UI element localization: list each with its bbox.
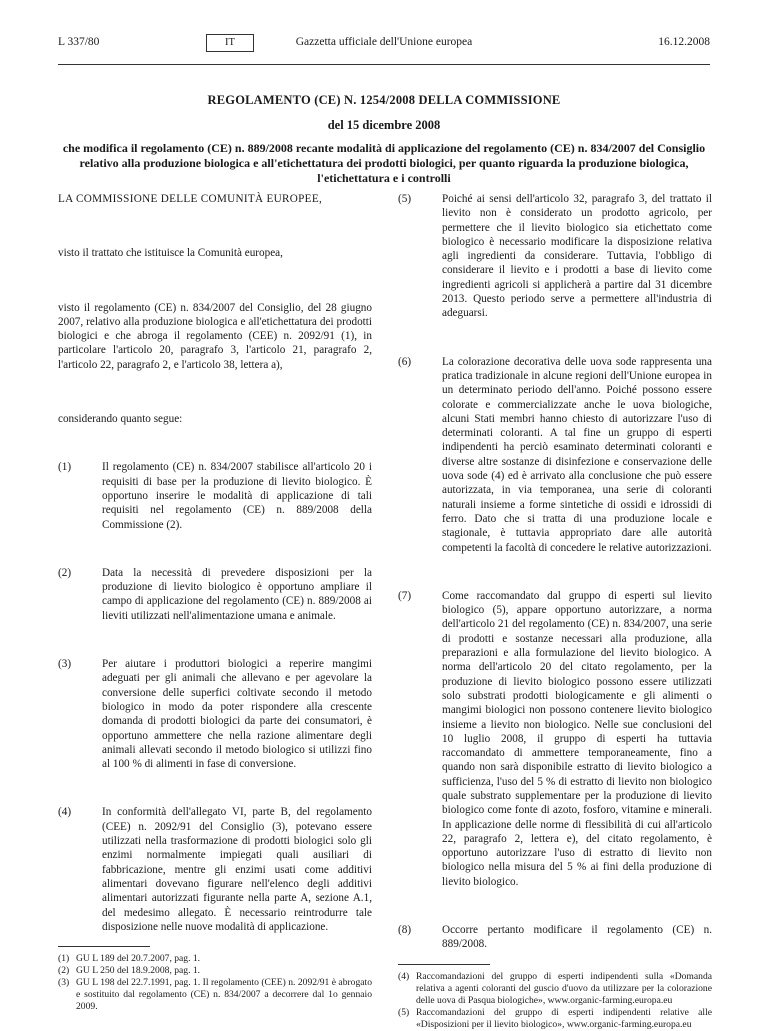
recital-text: In conformità dell'allegato VI, parte B, del regolamento (CEE) n. 2092/91 del Consiglio (3), potevano essere utilizzati nella trasformazione di prodotti biologici solo gli enzimi normalmente impiegati quali ausiliari di fabbricazione, mentre gli enzimi usati come additivi alimentari dovevano figurare nell'elenco degli additivi alimentari autorizzati figurante nella parte A, sezione A.1, del medesimo allegato. È necessario reintrodurre tale disposizione nelle nuove modalità di applicazione.: [102, 806, 372, 933]
recital: [58, 460, 372, 531]
recital: [398, 192, 712, 321]
footnote-mark: (1): [58, 953, 70, 965]
visto-regulation: visto il regolamento (CE) n. 834/2007 del Consiglio, del 28 giugno 2007, relativo alla produzione biologica e all'etichettatura dei prodotti biologici e che abroga il regolamento (CEE) n. 2092/91 (1), in particolare l'articolo 20, paragrafo 3, l'articolo 21, paragrafo 2, l'articolo 22, paragrafo 2, e l'articolo 38, lettera a),: [58, 301, 372, 371]
recital-number: (7): [398, 589, 412, 602]
recital: [58, 566, 372, 623]
recital-text: Come raccomandato dal gruppo di esperti sul lievito biologico (5), appare opportuno autorizzare, a norma dell'articolo 21 del regolamento (CE) n. 834/2007, una serie di prodotti e sostanze necessari alla produzione, alla preparazioni e alla formulazione del lievito biologico. A norma dell'articolo 20 del citato regolamento, per la produzione di lievito biologico possono essere utilizzati solo substrati prodotti biologicamente e gli alimenti o mangimi biologici non possono contenere lievito biologico insieme a lievito non biologico. Nelle sue conclusioni del 10 luglio 2008, il gruppo di esperti ha tuttavia raccomandato di ammettere temporaneamente, fino a quando non sarà disponibile estratto di lievito biologico a sufficienza, l'uso del 5 % di estratto di lievito non biologico quale substrato supplementare per la produzione di lievito biologico come fonte di azoto, fosforo, vitamine e minerali. In applicazione delle norme di flessibilità di cui all'articolo 22, paragrafo 2, lettera e), del citato regolamento, è opportuno autorizzare l'uso di estratto di lievito non biologico nella misura del 5 % ai fini della produzione di lievito biologico.: [442, 589, 712, 888]
regulation-subject: che modifica il regolamento (CE) n. 889/2008 recante modalità di applicazione del regolamento (CE) n. 834/2007 del Consiglio relativo alla produzione biologica e all'etichettatura dei prodotti biologici, per quanto riguarda la produzione biologica, l'etichettatura e i controlli: [62, 141, 706, 185]
recital-text: La colorazione decorativa delle uova sode rappresenta una pratica tradizionale in alcune regioni dell'Unione europea in un determinato periodo dell'anno. Poiché possono essere colorate e commercializzate anche le uova biologiche, alcuni Stati membri hanno chiesto di autorizzare l'uso di determinati coloranti. A tal fine un gruppo di esperti indipendenti ha perciò esaminato determinati coloranti e diverse altre sostanze di disinfezione e conservazione delle uova sode (4) ed è arrivato alla conclusione che può essere autorizzata, in via temporanea, una serie di coloranti naturali insieme a forme sintetiche di ossidi e idrossidi di ferro. Dato che si tratta di una produzione locale e stagionale, è tuttavia appropriato dare alle autorità competenti la facoltà di concedere le relative autorizzazioni.: [442, 355, 712, 554]
regulation-title: REGOLAMENTO (CE) N. 1254/2008 DELLA COMMISSIONE: [207, 93, 561, 107]
publication-date: 16.12.2008: [658, 36, 710, 48]
issuer-line: LA COMMISSIONE DELLE COMUNITÀ EUROPEE,: [58, 193, 323, 205]
page-reference: L 337/80: [58, 36, 100, 48]
recital-number: (8): [398, 924, 412, 937]
footnote-mark: (2): [58, 965, 70, 977]
footnote: [58, 965, 372, 977]
considerando-intro: considerando quanto segue:: [58, 413, 183, 426]
visto-treaty: visto il trattato che istituisce la Comunità europea,: [58, 247, 283, 260]
footnote-text: Raccomandazioni del gruppo di esperti indipendenti relative alle «Disposizioni per il lievito biologico», www.organic-farming.europa.eu: [416, 1006, 712, 1030]
language-badge: IT: [206, 34, 254, 52]
footnote-mark: (4): [398, 970, 410, 982]
footnote-mark: (3): [58, 977, 70, 989]
recital-number: (2): [58, 566, 72, 579]
recital-text: Occorre pertanto modificare il regolamento (CE) n. 889/2008.: [442, 924, 712, 951]
footnote-text: GU L 198 del 22.7.1991, pag. 1. Il regolamento (CEE) n. 2092/91 è abrogato e sostituito dal regolamento (CE) n. 834/2007 a decorrere dal 1o gennaio 2009.: [76, 977, 372, 1013]
footnote: [58, 953, 372, 965]
journal-title: Gazzetta ufficiale dell'Unione europea: [295, 36, 473, 48]
recital-number: (5): [398, 193, 412, 205]
left-column: [58, 192, 372, 1013]
footnote-text: Raccomandazioni del gruppo di esperti indipendenti sulla «Domanda relativa a agenti coloranti del guscio d'uovo da utilizzare per la colorazione delle uova di Pasqua biologiche», www.organic-farming.europa.eu: [416, 970, 712, 1006]
recital: [398, 355, 712, 555]
footnote-text: GU L 189 del 20.7.2007, pag. 1.: [76, 953, 201, 965]
recital-text: Il regolamento (CE) n. 834/2007 stabilisce all'articolo 20 i requisiti di base per la produzione di lievito biologico. È opportuno inserire le modalità di applicazione di tali requisiti nel regolamento (CE) n. 889/2008 della Commissione (2).: [102, 461, 372, 531]
document-title-block: [58, 92, 710, 186]
recital: [58, 805, 372, 934]
footnote-rule: [58, 946, 150, 947]
footnote: [398, 971, 712, 1007]
recital-text: Per aiutare i produttori biologici a reperire mangimi adeguati per gli animali che allevano e per agevolare la conversione delle superfici coltivate secondo il metodo biologico in modo da poter rispondere alla crescente domanda di prodotti biologici da parte dei consumatori, è opportuno ammettere che nella razione alimentare degli animali allevati secondo il metodo biologico si utilizzi fino al 100 % di alimenti in fase di conversione.: [102, 658, 372, 771]
footnote-mark: (5): [398, 1006, 410, 1018]
footnote: [398, 1007, 712, 1031]
recital-number: (6): [398, 355, 412, 368]
recital-number: (3): [58, 658, 72, 671]
footnote: [58, 977, 372, 1013]
page-header: [58, 36, 710, 56]
right-column: [398, 192, 712, 1031]
recital-number: (4): [58, 806, 72, 819]
recital: [58, 657, 372, 771]
regulation-date: del 15 dicembre 2008: [327, 118, 441, 132]
recital: [398, 923, 712, 952]
header-rule: [58, 64, 710, 65]
recital-number: (1): [58, 461, 72, 474]
footnote-rule: [398, 964, 490, 965]
footnote-text: GU L 250 del 18.9.2008, pag. 1.: [76, 965, 201, 977]
recital-text: Data la necessità di prevedere disposizioni per la produzione di lievito biologico è opportuno ampliare il campo di applicazione del regolamento (CE) n. 889/2008 ai lieviti utilizzati nell'alimentazione umana e animale.: [102, 566, 372, 622]
recital: [398, 589, 712, 889]
recital-text: Poiché ai sensi dell'articolo 32, paragrafo 3, del trattato il lievito non è considerato un prodotto agricolo, per permettere che il lievito biologico sia etichettato come biologico è necessario modificare la disposizione relativa agli ingredienti da considerare. Tuttavia, l'obbligo di considerare il lievito e i prodotti a base di lievito come ingredienti agricoli si applicherà a partire dal 31 dicembre 2013. Questo periodo serve a permettere all'industria di adeguarsi.: [442, 193, 712, 320]
